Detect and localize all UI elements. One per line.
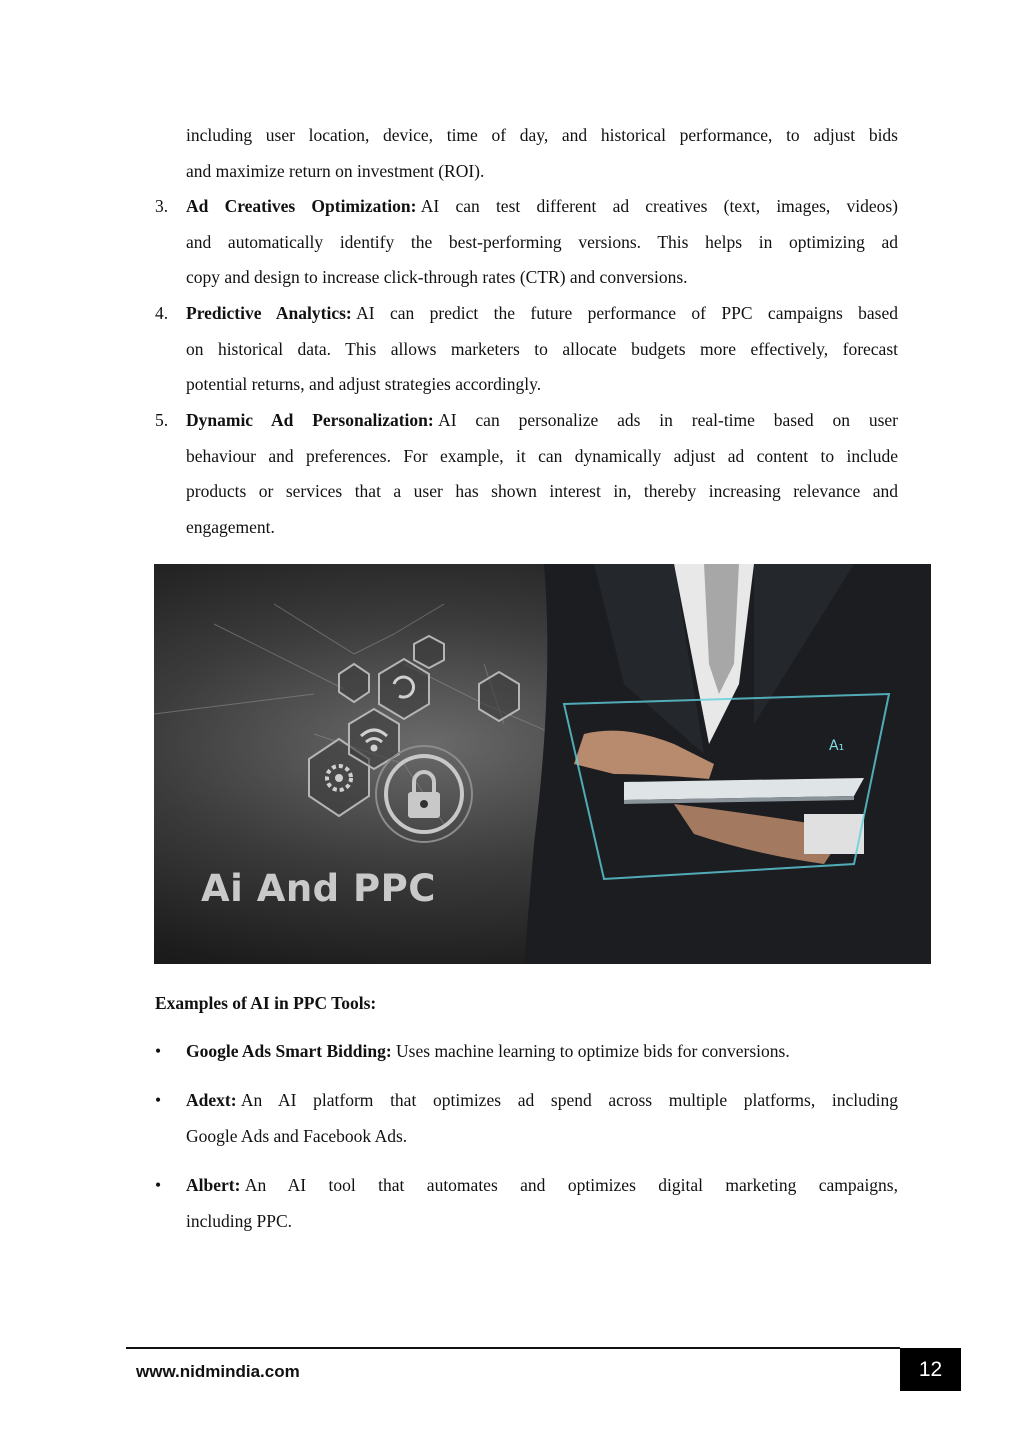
example-text bbox=[186, 1034, 898, 1070]
item-text bbox=[186, 403, 898, 545]
intro-line: including user location, device, time of day, and historical performance, to adjust bids bbox=[186, 125, 898, 145]
item-line: and automatically identify the best-performing versions. This helps in optimizing ad bbox=[186, 231, 898, 252]
item-line: potential returns, and adjust strategies accordingly. bbox=[186, 374, 542, 395]
item-line: AI can personalize ads in real-time based on user bbox=[438, 410, 898, 430]
item-line: products or services that a user has shown interest in, thereby increasing relevance and bbox=[186, 481, 898, 502]
page-number: 12 bbox=[900, 1348, 961, 1391]
item-title: Predictive Analytics: bbox=[186, 303, 352, 323]
example-line: An AI platform that optimizes ad spend across multiple platforms, including bbox=[240, 1090, 898, 1110]
example-title: Google Ads Smart Bidding: bbox=[186, 1041, 392, 1061]
example-text bbox=[186, 1083, 898, 1154]
footer-url: www.nidmindia.com bbox=[136, 1362, 300, 1381]
bullet-icon: • bbox=[155, 1175, 162, 1195]
example-title: Adext: bbox=[186, 1090, 237, 1110]
item-title: Dynamic Ad Personalization: bbox=[186, 410, 434, 430]
tablet-icon bbox=[624, 778, 864, 804]
intro-paragraph bbox=[186, 118, 898, 189]
item-line: behaviour and preferences. For example, it can dynamically adjust ad content to include bbox=[186, 445, 898, 466]
bullet-icon: • bbox=[155, 1090, 162, 1110]
item-line: on historical data. This allows marketers to allocate budgets more effectively, forecast bbox=[186, 338, 898, 359]
screen-label: A₁ bbox=[829, 738, 845, 754]
example-line: Uses machine learning to optimize bids for conversions. bbox=[396, 1041, 790, 1061]
item-text bbox=[186, 296, 898, 403]
item-line: copy and design to increase click-through rates (CTR) and conversions. bbox=[186, 267, 688, 288]
hero-caption: Ai And PPC bbox=[201, 867, 436, 910]
item-line: AI can predict the future performance of PPC campaigns based bbox=[356, 303, 899, 323]
item-line: engagement. bbox=[186, 516, 275, 537]
item-number: 5. bbox=[155, 410, 169, 430]
example-text bbox=[186, 1168, 898, 1239]
lock-icon bbox=[376, 746, 472, 842]
example-title: Albert: bbox=[186, 1175, 241, 1195]
item-title: Ad Creatives Optimization: bbox=[186, 196, 417, 216]
examples-heading: Examples of AI in PPC Tools: bbox=[155, 993, 377, 1013]
example-line: An AI tool that automates and optimizes digital marketing campaigns, bbox=[244, 1175, 898, 1195]
footer-divider bbox=[126, 1347, 900, 1349]
businessman-figure bbox=[524, 564, 931, 964]
hero-image bbox=[154, 564, 931, 964]
item-text bbox=[186, 189, 898, 296]
item-number: 4. bbox=[155, 303, 169, 323]
item-line: AI can test different ad creatives (text, images, videos) bbox=[420, 196, 898, 216]
example-line: Google Ads and Facebook Ads. bbox=[186, 1125, 408, 1146]
item-number: 3. bbox=[155, 196, 169, 216]
example-line: including PPC. bbox=[186, 1210, 292, 1231]
bullet-icon: • bbox=[155, 1041, 162, 1061]
intro-line: and maximize return on investment (ROI). bbox=[186, 160, 485, 181]
